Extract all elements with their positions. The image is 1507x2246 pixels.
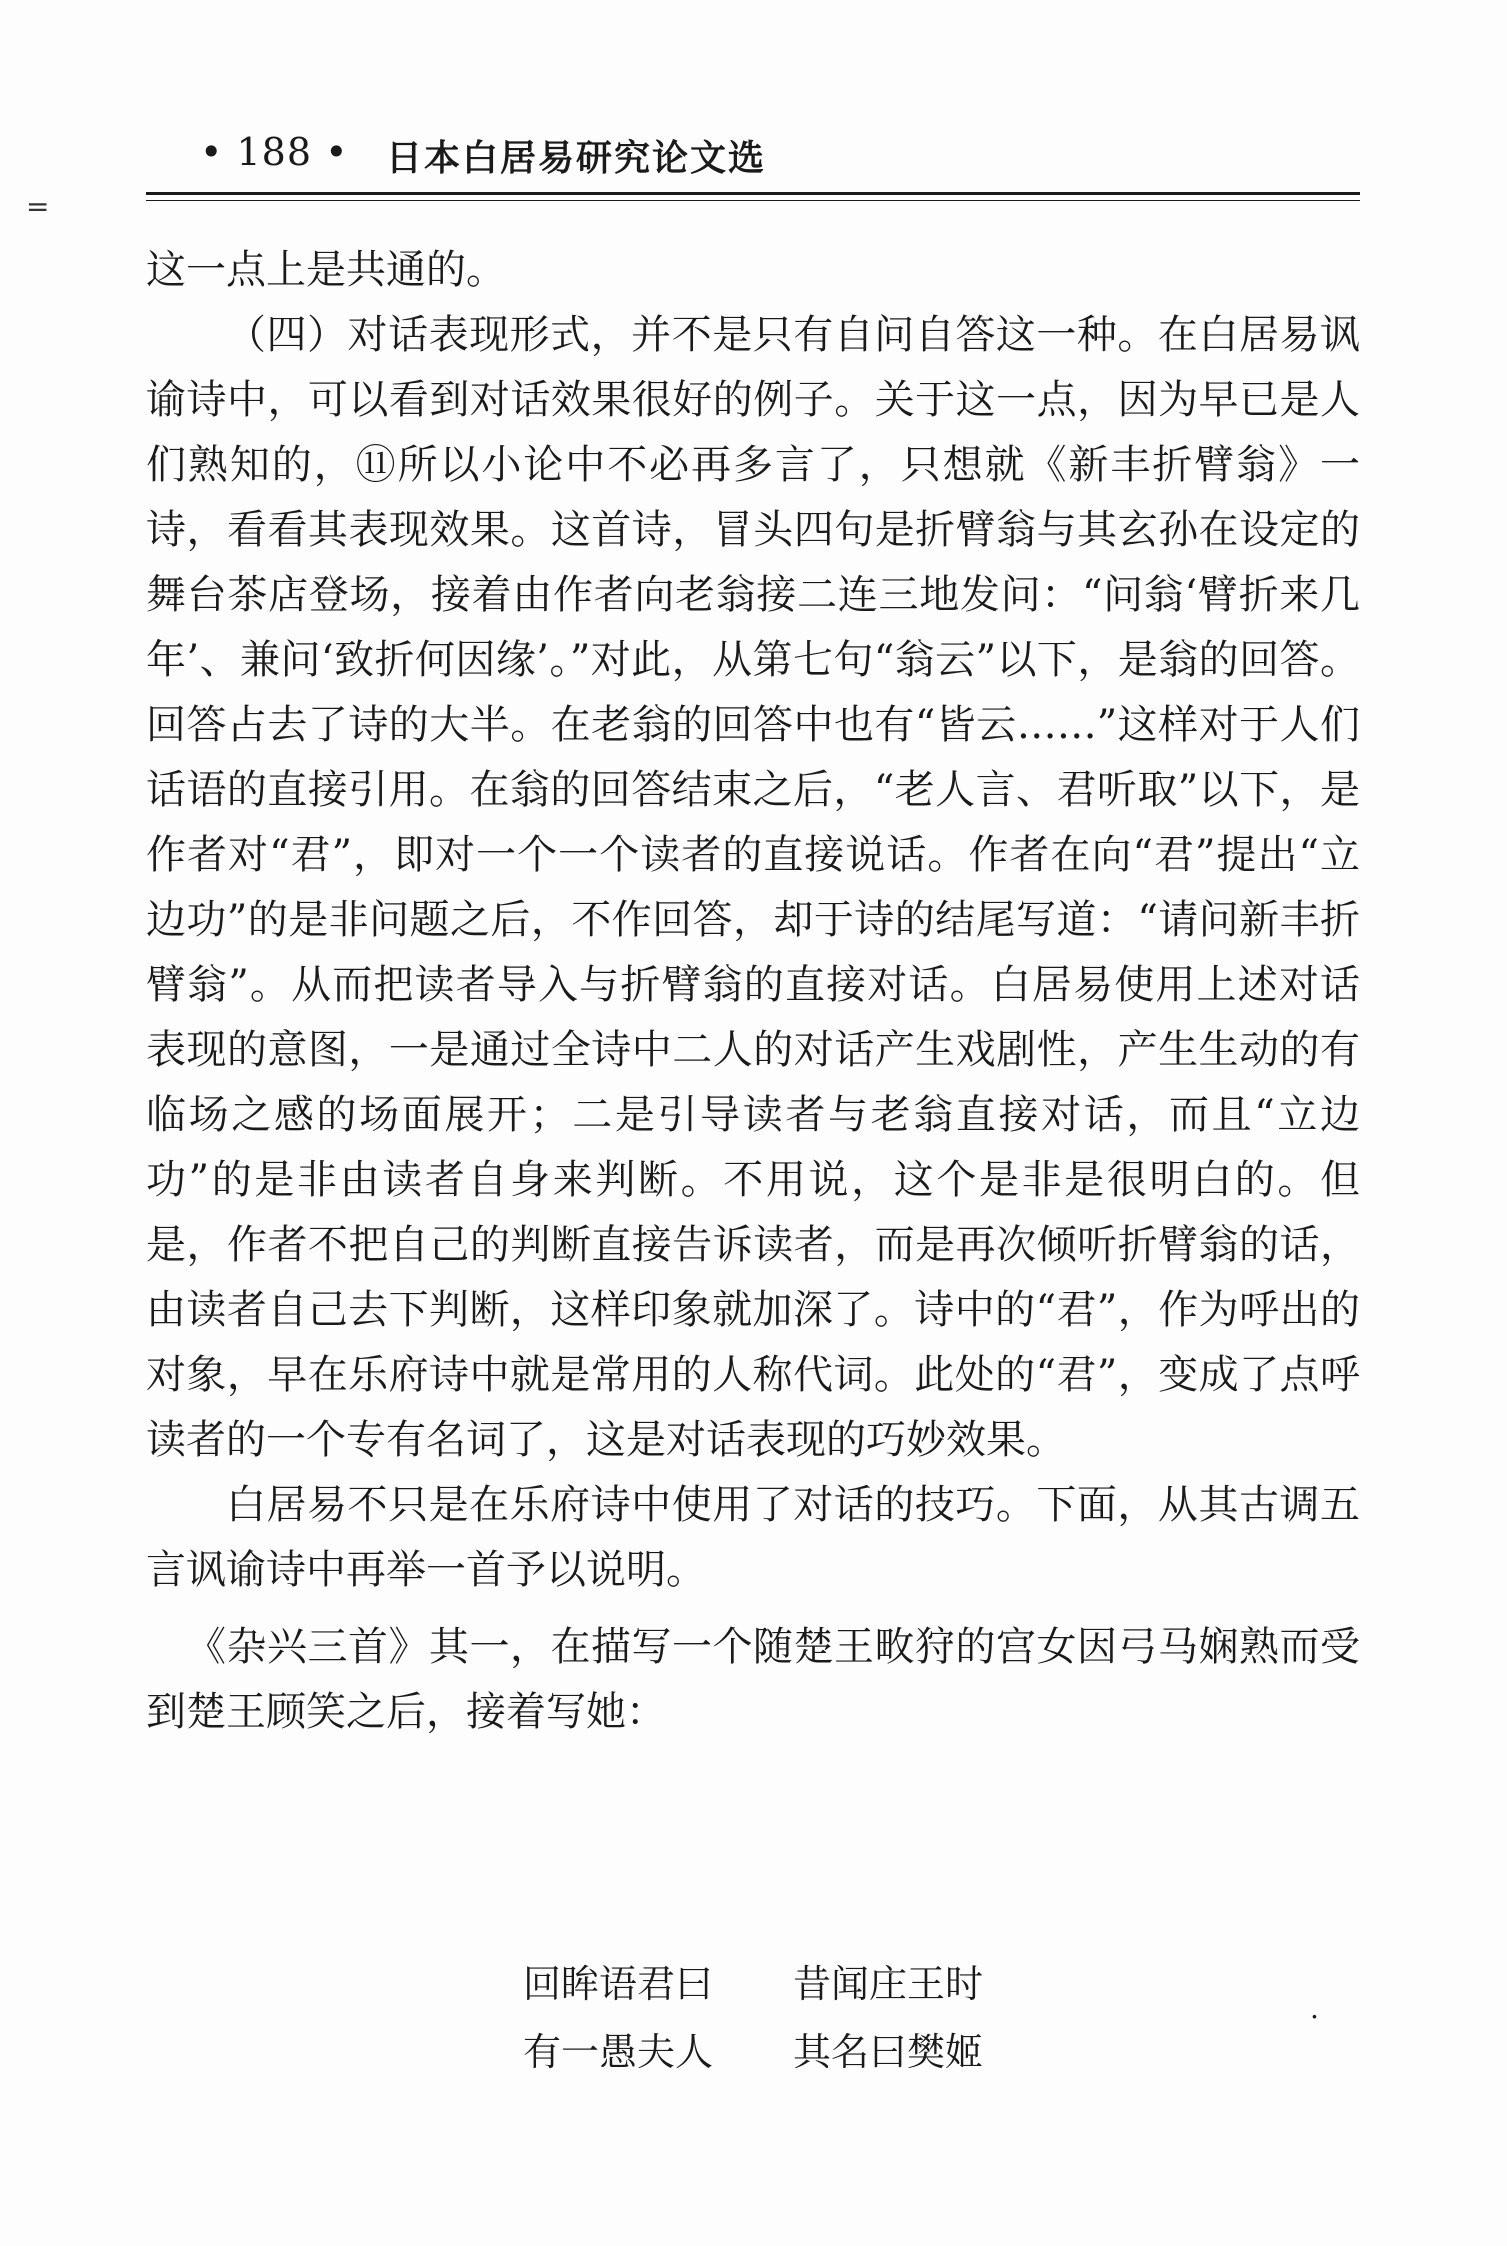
header-rule-thick — [146, 192, 1360, 195]
verse-hemistich: 昔闻庄王时 — [793, 1962, 984, 2006]
page-header — [146, 130, 1360, 190]
book-title: 日本白居易研究论文选 — [386, 138, 767, 179]
header-rule-thin — [146, 200, 1360, 201]
paragraph-five-character-poem: 白居易不只是在乐府诗中使用了对话的技巧。下面，从其古调五言讽谕诗中再举一首予以说明。 — [146, 1482, 1360, 1593]
paragraph-dialogue-form: （四）对话表现形式，并不是只有自问自答这一种。在白居易讽谕诗中，可以看到对话效果很好的例子。关于这一点，因为早已是人们熟知的，⑪所以小论中不必再多言了，只想就《新丰折臂翁》一诗，看看其表现效果。这首诗，冒头四句是折臂翁与其玄孙在设定的舞台茶店登场，接着由作者向老翁接二连三地发问：“问翁‘臂折来几年’、兼问‘致折何因缘’。”对此，从第七句“翁云”以下，是翁的回答。回答占去了诗的大半。在老翁的回答中也有“皆云……”这样对于人们话语的直接引用。在翁的回答结束之后，“老人言、君听取”以下，是作者对“君”，即对一个一个读者的直接说话。作者在向“君”提出“立边功”的是非问题之后，不作回答，却于诗的结尾写道：“请问新丰折臂翁”。从而把读者导入与折臂翁的直接对话。白居易使用上述对话表现的意图，一是通过全诗中二人的对话产生戏剧性，产生生动的有临场之感的场面展开；二是引导读者与老翁直接对话，而且“立边功”的是非由读者自身来判断。不用说，这个是非是很明白的。但是，作者不把自己的判断直接告诉读者，而是再次倾听折臂翁的话，由读者自己去下判断，这样印象就加深了。诗中的“君”，作为呼出的对象，早在乐府诗中就是常用的人称代词。此处的“君”，变成了点呼读者的一个专有名词了，这是对话表现的巧妙效果。 — [146, 312, 1360, 1463]
margin-mark: = — [26, 190, 50, 223]
verse-hemistich: 其名曰樊姬 — [793, 2030, 984, 2074]
verse-line — [146, 2018, 1360, 2086]
verse-hemistich: 有一愚夫人 — [522, 2030, 713, 2074]
stray-mark: . — [1310, 1992, 1319, 2025]
paragraph-zaxing-poem: 《杂兴三首》其一，在描写一个随楚王畋狩的宫女因弓马娴熟而受到楚王顾笑之后，接着写她： — [146, 1624, 1360, 1735]
verse-line — [146, 1950, 1360, 2018]
verse-quotation — [146, 1950, 1360, 2086]
verse-hemistich: 回眸语君曰 — [522, 1962, 713, 2006]
paragraph-continuation: 这一点上是共通的。 — [146, 247, 506, 293]
page-number: • 188 • — [200, 130, 349, 174]
body-text — [146, 238, 1360, 1745]
